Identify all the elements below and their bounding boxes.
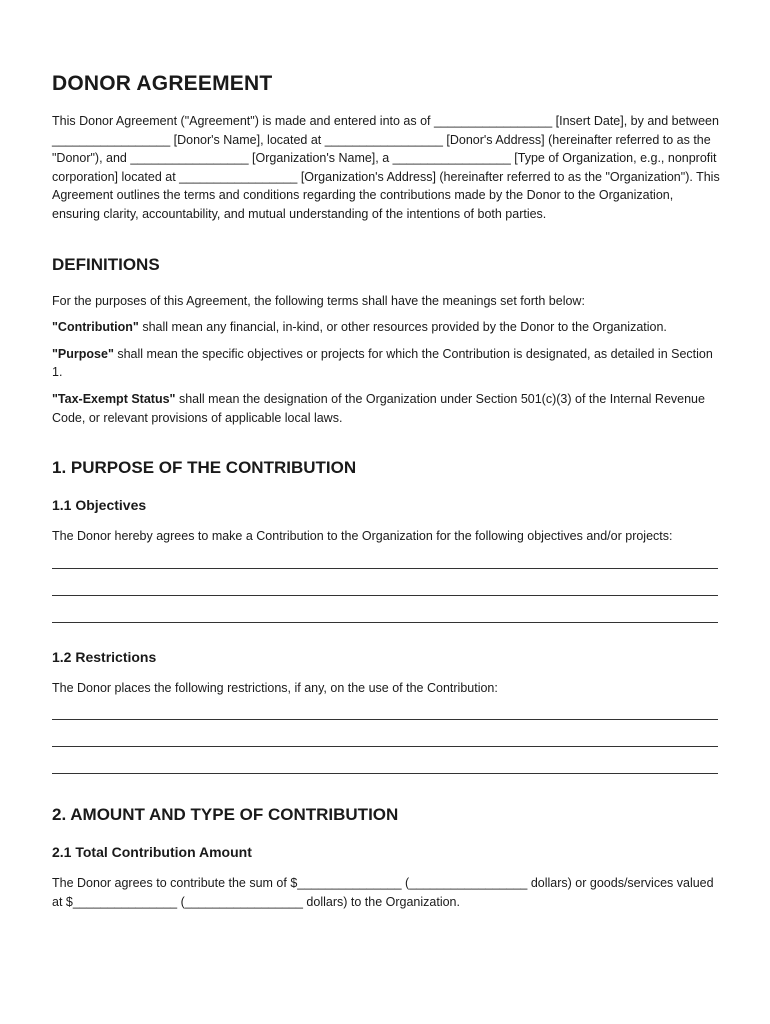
objectives-blank-line-2[interactable] [52, 595, 718, 596]
restrictions-blank-line-2[interactable] [52, 746, 718, 747]
objectives-blank-line-1[interactable] [52, 568, 718, 569]
definition-contribution [52, 318, 720, 337]
restrictions-text: The Donor places the following restrictions, if any, on the use of the Contribution: [52, 680, 498, 695]
section-1-heading: 1. PURPOSE OF THE CONTRIBUTION [52, 458, 357, 478]
definition-text: shall mean the designation of the Organization under Section 501(c)(3) of the Internal Revenue Code, or relevant provisions of applicable local laws. [52, 391, 705, 425]
definitions-heading: DEFINITIONS [52, 254, 160, 274]
objectives-text: The Donor hereby agrees to make a Contribution to the Organization for the following objectives and/or projects: [52, 529, 673, 544]
definition-tax-exempt-status [52, 390, 720, 427]
objectives-blank-line-3[interactable] [52, 622, 718, 623]
restrictions-heading: 1.2 Restrictions [52, 648, 157, 665]
definitions-lead: For the purposes of this Agreement, the following terms shall have the meanings set forth below: [52, 293, 585, 308]
section-2-heading: 2. AMOUNT AND TYPE OF CONTRIBUTION [52, 805, 399, 825]
total-contribution-text: The Donor agrees to contribute the sum of $_______________ (_________________ dollars) or goods/services valued at $_______________ (_________________ dollars) to the Organization. [52, 876, 714, 909]
total-contribution-heading: 2.1 Total Contribution Amount [52, 844, 252, 861]
document-title: DONOR AGREEMENT [52, 72, 273, 95]
definition-term: "Purpose" [52, 346, 114, 361]
definition-term: "Tax-Exempt Status" [52, 391, 176, 406]
definition-text: shall mean any financial, in-kind, or other resources provided by the Donor to the Organization. [138, 320, 667, 335]
intro-paragraph: This Donor Agreement ("Agreement") is made and entered into as of _________________ [Insert Date], by and between _________________ [Donor's Name], located at _________________ [Donor's Address] (hereinafter referred to as the "Donor"), and _________________ [Organization's Name], a _________________ [Type of Organization, e.g., nonprofit corporation] located at _________________ [Organization's Address] (hereinafter referred to as the "Organization"). This Agreement outlines the terms and conditions regarding the contributions made by the Donor to the Organization, ensuring clarity, accountability, and mutual understanding of the intentions of both parties. [52, 114, 720, 221]
definition-term: "Contribution" [52, 320, 139, 335]
restrictions-blank-line-1[interactable] [52, 719, 718, 720]
definition-purpose [52, 345, 720, 382]
definition-text: shall mean the specific objectives or projects for which the Contribution is designated, as detailed in Section 1. [52, 346, 713, 380]
objectives-heading: 1.1 Objectives [52, 497, 147, 514]
document-page [52, 70, 720, 912]
restrictions-blank-line-3[interactable] [52, 773, 718, 774]
